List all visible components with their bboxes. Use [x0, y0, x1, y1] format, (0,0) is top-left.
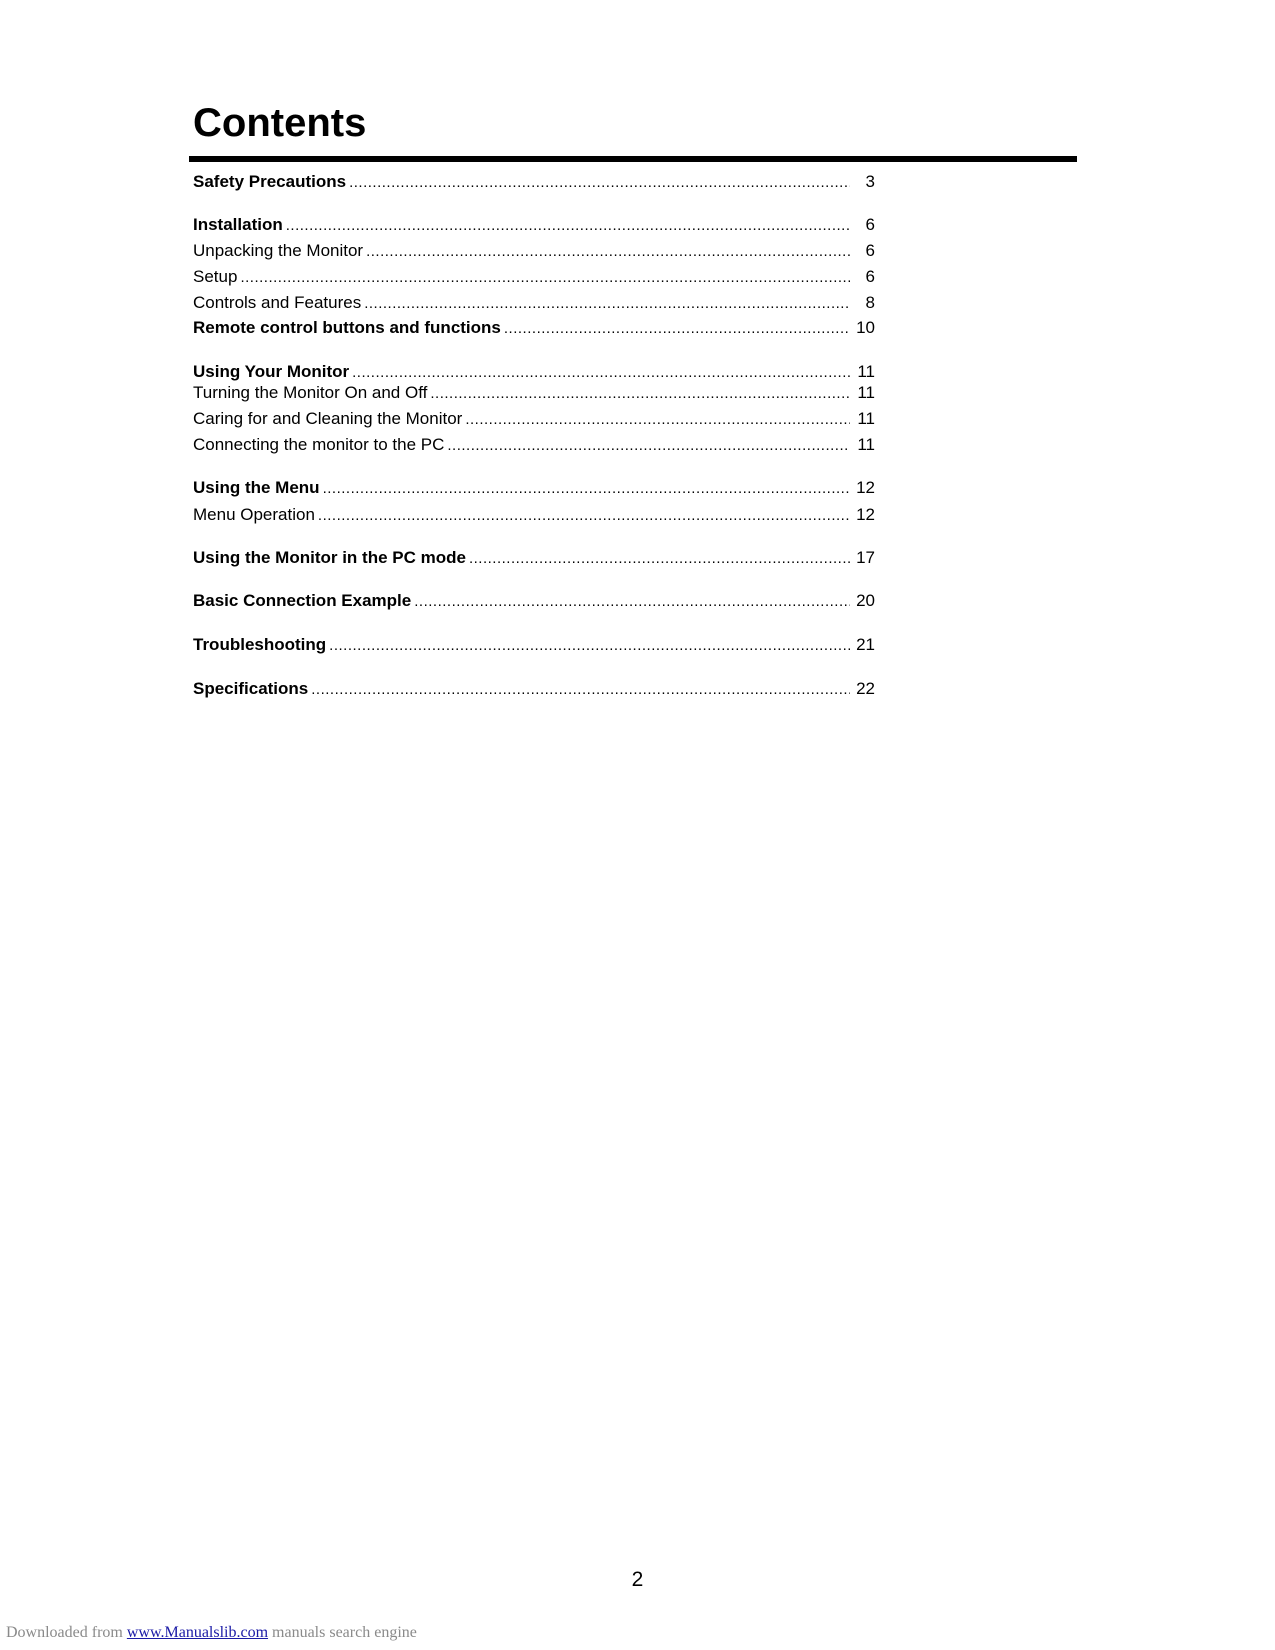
toc-entry-page: 3 [865, 172, 875, 191]
toc-entry-page: 11 [857, 383, 875, 402]
toc-entry-label: Specifications [193, 679, 309, 698]
toc-entry-label: Basic Connection Example [193, 591, 412, 610]
toc-entry-controls-and-features [193, 293, 875, 315]
toc-entry-page: 6 [865, 241, 875, 260]
toc-entry-label: Using Your Monitor [193, 362, 350, 381]
toc-entry-menu-operation [193, 505, 875, 527]
toc-entry-page: 21 [856, 635, 875, 654]
toc-entry-specifications [193, 679, 875, 701]
toc-leader-dots [323, 480, 850, 497]
page-number: 2 [631, 1568, 644, 1591]
page-title: Contents [193, 101, 367, 145]
toc-entry-label: Connecting the monitor to the PC [193, 435, 445, 454]
toc-entry-remote-control [193, 318, 875, 340]
toc-entry-troubleshooting [193, 635, 875, 657]
toc-entry-page: 17 [856, 548, 875, 567]
toc-entry-page: 11 [857, 435, 875, 454]
toc-entry-page: 12 [856, 505, 875, 524]
toc-entry-label: Setup [193, 267, 238, 286]
toc-leader-dots [352, 364, 850, 381]
toc-entry-label: Controls and Features [193, 293, 362, 312]
toc-leader-dots [318, 507, 850, 524]
toc-entry-caring-cleaning [193, 409, 875, 431]
toc-leader-dots [414, 593, 850, 610]
toc-entry-installation [193, 215, 875, 237]
toc-entry-label: Using the Monitor in the PC mode [193, 548, 466, 567]
toc-leader-dots [366, 243, 850, 260]
toc-entry-page: 10 [856, 318, 875, 337]
toc-leader-dots [311, 681, 850, 698]
toc-entry-label: Caring for and Cleaning the Monitor [193, 409, 463, 428]
toc-leader-dots [447, 437, 850, 454]
toc-entry-safety-precautions [193, 172, 875, 194]
toc-entry-unpacking [193, 241, 875, 263]
toc-entry-connecting-pc [193, 435, 875, 457]
toc-entry-label: Safety Precautions [193, 172, 347, 191]
title-divider [189, 156, 1077, 162]
manualslib-link[interactable]: www.Manualslib.com [126, 1624, 269, 1641]
footer-prefix: Downloaded from [6, 1624, 127, 1641]
toc-entry-basic-connection [193, 591, 875, 613]
toc-entry-using-the-menu [193, 478, 875, 500]
toc-leader-dots [349, 174, 850, 191]
toc-entry-page: 11 [857, 362, 875, 381]
toc-entry-page: 8 [865, 293, 875, 312]
toc-entry-page: 12 [856, 478, 875, 497]
download-footer [6, 1624, 417, 1642]
toc-leader-dots [364, 295, 850, 312]
toc-leader-dots [469, 550, 850, 567]
toc-entry-label: Menu Operation [193, 505, 315, 524]
toc-entry-page: 6 [865, 267, 875, 286]
toc-entry-label: Unpacking the Monitor [193, 241, 364, 260]
toc-entry-pc-mode [193, 548, 875, 570]
toc-entry-page: 6 [865, 215, 875, 234]
toc-leader-dots [286, 217, 850, 234]
toc-leader-dots [430, 385, 850, 402]
toc-entry-page: 22 [856, 679, 875, 698]
toc-entry-label: Troubleshooting [193, 635, 327, 654]
toc-entry-label: Remote control buttons and functions [193, 318, 501, 337]
toc-leader-dots [240, 269, 850, 286]
toc-leader-dots [465, 411, 850, 428]
toc-leader-dots [329, 637, 850, 654]
toc-entry-page: 20 [856, 591, 875, 610]
toc-entry-label: Installation [193, 215, 283, 234]
toc-entry-label: Turning the Monitor On and Off [193, 383, 428, 402]
footer-suffix: manuals search engine [268, 1624, 417, 1641]
toc-entry-using-your-monitor [193, 362, 875, 384]
toc-leader-dots [504, 320, 850, 337]
toc-entry-page: 11 [857, 409, 875, 428]
toc-entry-label: Using the Menu [193, 478, 320, 497]
toc-entry-turning-on-off [193, 383, 875, 405]
toc-entry-setup [193, 267, 875, 289]
